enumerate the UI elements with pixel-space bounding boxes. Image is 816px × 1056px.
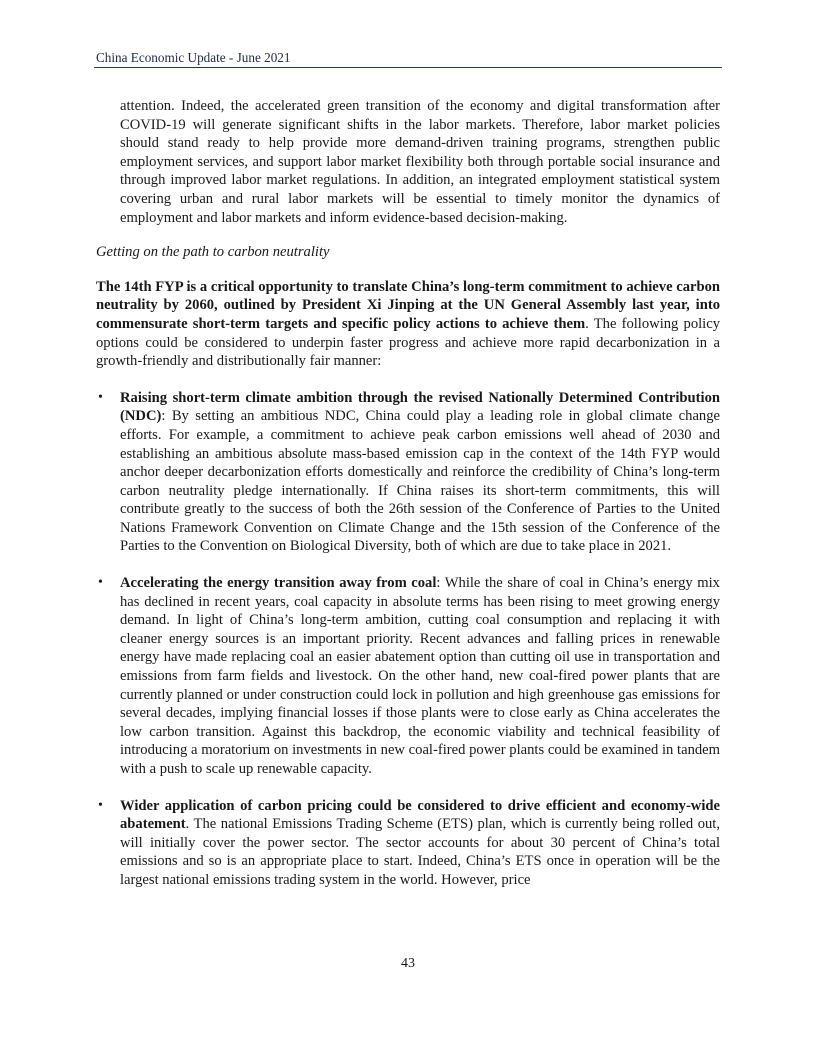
- bullet-bold-text: Accelerating the energy transition away from coal: [120, 575, 437, 592]
- bullet-icon: •: [98, 575, 103, 591]
- intro-text: . The following policy options could be considered to underpin faster progress and achieve more rapid decarbonization in a growth-friendly and distributionally fair manner:: [96, 315, 721, 370]
- continuation-paragraph: attention. Indeed, the accelerated green transition of the economy and digital transformation after COVID-19 will generate significant shifts in the labor markets. Therefore, labor market policies should stand ready to help provide more demand-driven training programs, strengthen public employment services, and support labor market flexibility both through portable social insurance and through improved labor market regulations. In addition, an integrated employment statistical system covering urban and rural labor markets will be essential to timely monitor the dynamics of employment and labor markets and inform evidence-based decision-making.: [120, 98, 720, 226]
- list-item: [96, 389, 720, 556]
- list-item: [96, 574, 720, 779]
- continuation-block: [96, 97, 720, 227]
- page-body: [96, 97, 720, 908]
- list-item: [96, 797, 720, 890]
- bullet-text: : By setting an ambitious NDC, China could play a leading role in global climate change efforts. For example, a commitment to achieve peak carbon emissions well ahead of 2030 and establishing an ambitious absolute mass-based emission cap in the context of the 14th FYP would anchor deeper decarbonization efforts domestically and reinforce the credibility of China’s long-term carbon neutrality pledge internationally. If China raises its short-term commitments, this will contribute greatly to the success of both the 26th session of the Conference of Parties to the United Nations Framework Convention on Climate Change and the 15th session of the Conference of the Parties to the Convention on Biological Diversity, both of which are due to take place in 2021.: [120, 408, 720, 555]
- page-number: 43: [401, 956, 415, 971]
- header-rule: [94, 67, 722, 68]
- intro-bold-text: The 14th FYP is a critical opportunity to translate China’s long-term commitment to achieve carbon neutrality by 2060, outlined by President Xi Jinping at the UN General Assembly last year, into commensurate short-term targets and specific policy actions to achieve them: [96, 278, 720, 332]
- intro-paragraph: [96, 278, 720, 371]
- running-header: China Economic Update - June 2021: [96, 50, 291, 65]
- section-subheading: Getting on the path to carbon neutrality: [96, 244, 330, 261]
- bullet-text: : While the share of coal in China’s energy mix has declined in recent years, coal capacity in absolute terms has been rising to meet growing energy demand. In light of China’s long-term ambition, cutting coal consumption and replacing it with cleaner energy sources is an important priority. Recent advances and falling prices in renewable energy have made replacing coal an easier abatement option than cutting oil use in transportation and emissions from farm fields and livestock. On the other hand, new coal-fired power plants that are currently planned or under construction could lock in pollution and high greenhouse gas emissions for several decades, implying financial losses if those plants were to close early as China accelerates the low carbon transition. Against this backdrop, the economic viability and technical feasibility of introducing a moratorium on investments in new coal-fired power plants could be examined in tandem with a push to scale up renewable capacity.: [120, 575, 720, 777]
- bullet-icon: •: [98, 389, 103, 405]
- policy-options-list: [96, 389, 720, 890]
- bullet-bold-text: Wider application of carbon pricing could be considered to drive efficient and economy-wide abatement: [120, 797, 720, 833]
- bullet-bold-text: Raising short-term climate ambition through the revised Nationally Determined Contribution (NDC): [120, 389, 720, 425]
- bullet-text: . The national Emissions Trading Scheme (ETS) plan, which is currently being rolled out, will initially cover the power sector. The sector accounts for about 30 percent of China’s total emissions and so is an appropriate place to start. Indeed, China’s ETS once in operation will be the largest national emissions trading system in the world. However, price: [120, 816, 720, 888]
- bullet-icon: •: [98, 797, 103, 813]
